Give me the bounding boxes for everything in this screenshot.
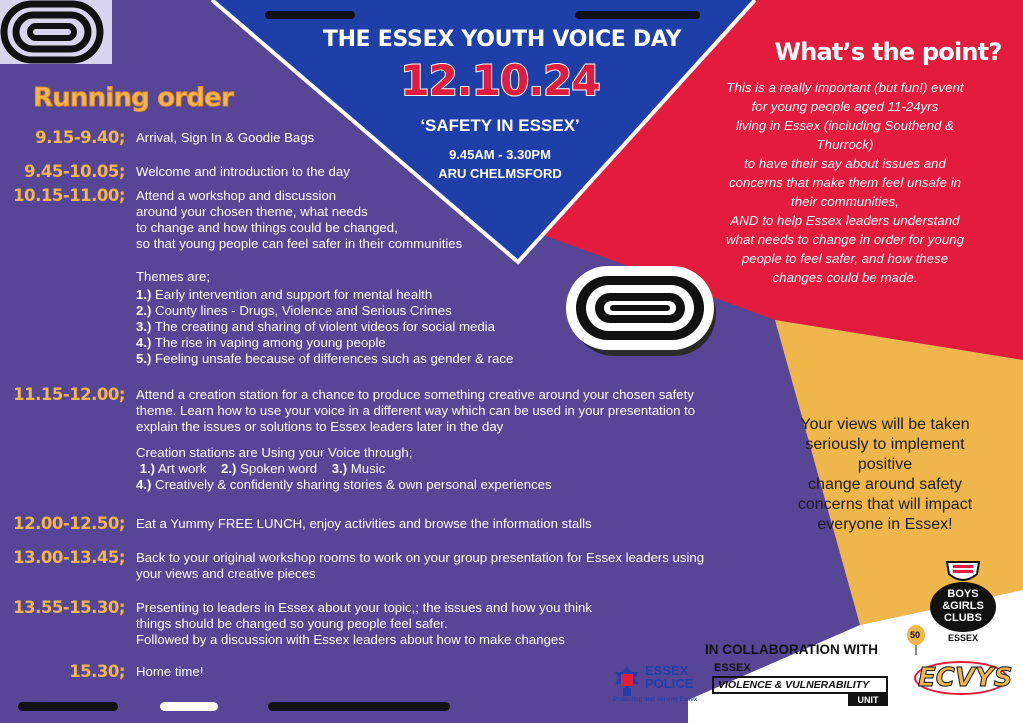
bgc-line1: BOYS	[947, 588, 979, 600]
police-line1: ESSEX	[645, 663, 689, 678]
slot-description: Welcome and introduction to the day	[136, 164, 350, 179]
time-slot: 15.30;	[69, 662, 125, 681]
time-slot: 9.15-9.40;	[35, 128, 125, 147]
time-slot: 13.00-13.45;	[13, 548, 125, 567]
themes-intro: Themes are;	[136, 269, 211, 284]
event-title: THE ESSEX YOUTH VOICE DAY	[322, 27, 682, 52]
slot-description: Home time!	[136, 664, 204, 679]
time-slot: 12.00-12.50;	[13, 514, 125, 533]
top-bar-right	[575, 11, 700, 19]
vvu-line3: UNIT	[848, 694, 888, 706]
ecvys-wordmark: ECVYS	[918, 663, 1013, 693]
time-slot: 10.15-11.00;	[13, 186, 125, 205]
slot-description: Attend a creation station for a chance to produce something creative around your chosen safety theme. Learn how to use your voice in a different way which can be used in your presentation to explain the issues or solutions to Essex leaders later in the day	[136, 387, 696, 434]
slot-description: Attend a workshop and discussion around your chosen theme, what needs to change and how things could be changed, so that young people can feel safer in their communities	[136, 188, 463, 251]
event-time: 9.45AM - 3.30PM	[449, 147, 551, 162]
top-bar-left	[265, 11, 355, 19]
bottom-bar-1	[18, 702, 118, 711]
themes-list	[136, 287, 513, 367]
theme-item: 2.) County lines - Drugs, Violence and Serious Crimes	[136, 303, 452, 318]
essex-police-logo	[613, 660, 698, 708]
creation-row: 1.) Art work 2.) Spoken word 3.) Music	[139, 461, 386, 476]
time-slot: 9.45-10.05;	[24, 162, 125, 181]
police-line2: POLICE	[645, 676, 694, 691]
police-tagline: Protecting and serving Essex	[613, 696, 698, 703]
creation-row: 4.) Creatively & confidently sharing stories & own personal experiences	[136, 477, 552, 492]
theme-item: 4.) The rise in vaping among young people	[136, 335, 386, 350]
running-order-heading: Running order	[33, 83, 233, 113]
theme-item: 5.) Feeling unsafe because of differences such as gender & race	[136, 351, 514, 366]
bgc-line4: ESSEX	[947, 633, 978, 643]
vvu-line2: VIOLENCE & VULNERABILITY	[712, 676, 888, 694]
theme-item: 1.) Early intervention and support for mental health	[136, 287, 433, 302]
time-slot: 11.15-12.00;	[13, 385, 125, 404]
bottom-bar-3	[268, 702, 450, 711]
slot-description: Presenting to leaders in Essex about your topic,; the issues and how you think things should be changed so young people feel safer. Followed by a discussion with Essex leaders about how to make changes	[136, 600, 592, 647]
ecvys-badge: 50	[910, 630, 921, 640]
vvu-line1: ESSEX	[714, 662, 751, 674]
slot-description: Arrival, Sign In & Goodie Bags	[136, 130, 315, 145]
slot-description: Eat a Yummy FREE LUNCH, enjoy activities and browse the information stalls	[136, 516, 592, 531]
slot-description: Back to your original workshop rooms to work on your group presentation for Essex leaders using your views and creative pieces	[136, 550, 705, 581]
views-text: Your views will be taken seriously to implement positive change around safety concerns that will impact everyone in Essex!	[797, 416, 973, 533]
police-badge-icon	[613, 666, 641, 698]
bgc-line2: &GIRLS	[942, 600, 984, 612]
creation-intro: Creation stations are Using your Voice through;	[136, 445, 413, 460]
bottom-bar-2	[160, 702, 218, 711]
vvu-logo	[712, 662, 892, 708]
point-heading: What’s the point?	[774, 38, 1002, 66]
event-theme: ‘SAFETY IN ESSEX’	[420, 116, 580, 135]
collab-label: IN COLLABORATION WITH	[705, 642, 878, 657]
event-date: 12.10.24	[400, 56, 600, 105]
creation-list	[136, 461, 552, 493]
theme-item: 3.) The creating and sharing of violent videos for social media	[136, 319, 495, 334]
time-slot: 13.55-15.30;	[13, 598, 125, 617]
point-text: This is a really important (but fun!) event for young people aged 11-24yrs living in Essex (including Southend & Thurrock) to have their say about issues and concerns that make them feel unsafe in their communities, AND to help Essex leaders understand what needs to change in order for young people to feel safer, and how these changes could be made.	[725, 80, 965, 285]
ecvys-logo	[900, 625, 1018, 713]
bgc-line3: CLUBS	[944, 612, 982, 624]
event-venue: ARU CHELMSFORD	[438, 166, 562, 181]
